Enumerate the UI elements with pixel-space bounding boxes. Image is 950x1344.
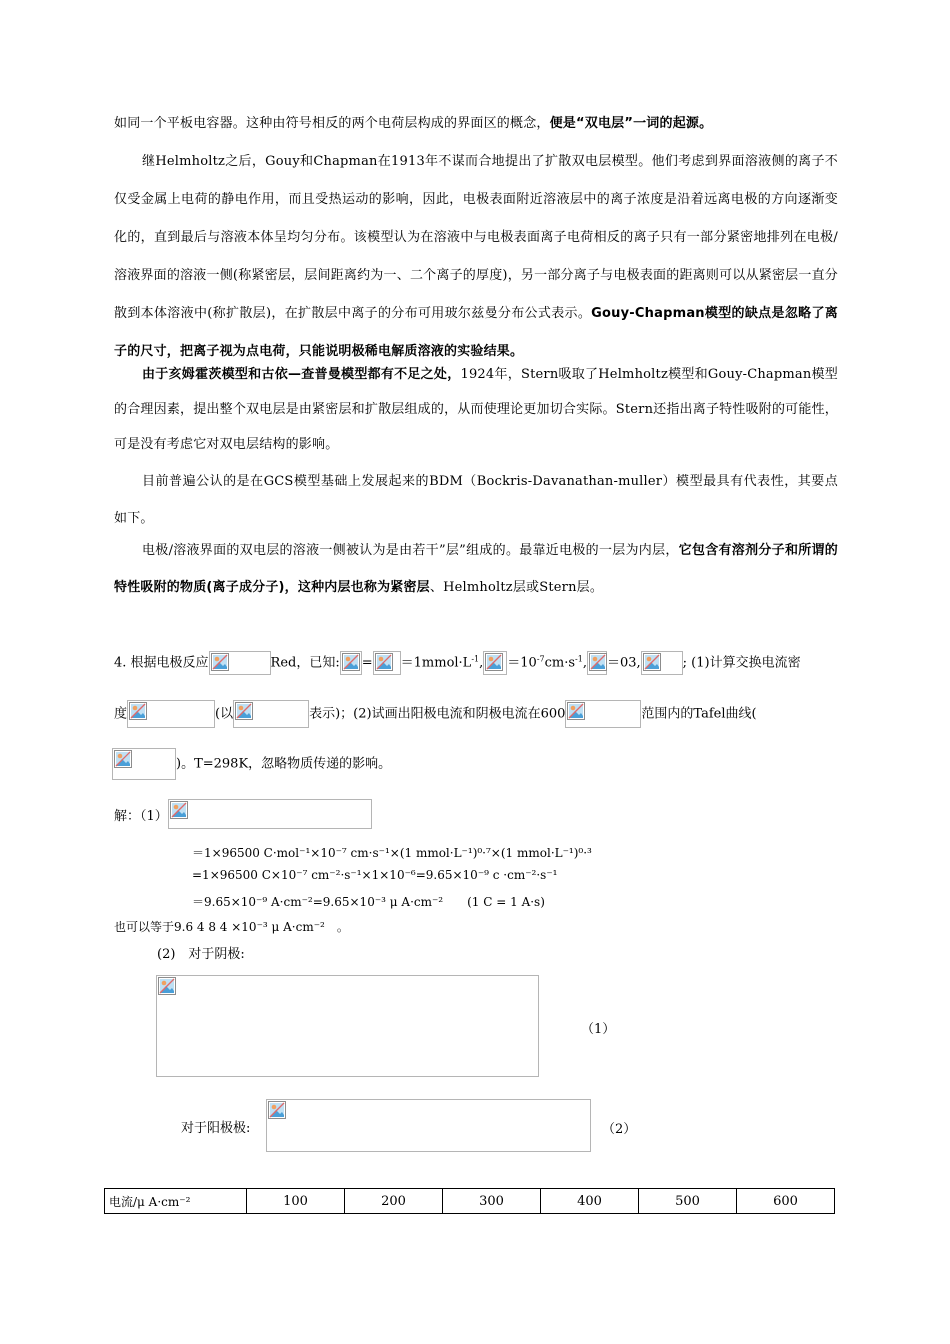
equation-image [168, 799, 372, 829]
equation-line-4: 也可以等于9.6 4 8 4 ×10⁻³ μ A·cm⁻² 。 [114, 920, 349, 934]
q4-superscript: -1 [471, 654, 480, 664]
broken-image-icon [375, 653, 393, 671]
paragraph-bdm [114, 463, 838, 537]
broken-image-icon [129, 702, 147, 720]
q4-text-6: ＝10 [507, 655, 537, 671]
q4-text-4: ＝1mmol·L [400, 655, 472, 671]
broken-image-icon [342, 653, 360, 671]
equation-image [233, 700, 309, 728]
equation-number-2: （2） [602, 1122, 637, 1137]
q4-text-7: cm·s [544, 655, 576, 671]
broken-image-icon [114, 750, 132, 768]
broken-image-icon [211, 653, 229, 671]
p4-text: 目前普遍公认的是在GCS模型基础上发展起来的BDM（Bockris-Davanathan-muller）模型最具有代表性，其要点如下。 [114, 474, 838, 526]
broken-image-icon [485, 653, 503, 671]
equation-image [373, 651, 401, 675]
table-cell: 500 [639, 1189, 737, 1214]
q4-text-10: ; (1)计算交换电流密 [682, 655, 801, 671]
equation-image [127, 700, 215, 728]
q4-text-1: 4. 根据电极反应 [114, 655, 209, 671]
equation-line-2: =1×96500 C×10⁻⁷ cm⁻²·s⁻¹×1×10⁻⁶=9.65×10⁻⁹ c ·cm⁻²·s⁻¹ [192, 868, 558, 882]
p5-text: 电极/溶液界面的双电层的溶液一侧被认为是由若干”层”组成的。最靠近电极的一层为内层， [142, 543, 679, 558]
table-cell: 400 [541, 1189, 639, 1214]
table-cell: 200 [345, 1189, 443, 1214]
equation-image [641, 651, 683, 675]
equation-image [340, 651, 362, 675]
q4-line2-text-3: 表示)；(2)试画出阳极电流和阴极电流在600 [309, 706, 566, 722]
cathode-equation-image [156, 975, 539, 1077]
current-table [104, 1188, 835, 1214]
p3-bold-text: 由于亥姆霍茨模型和古依—查普曼模型都有不足之处， [142, 367, 461, 382]
paragraph-gouy-chapman [114, 143, 838, 371]
q4-line2-text-2: (以 [215, 706, 234, 722]
anode-label: 对于阳极极: [181, 1121, 251, 1136]
p1-bold-text: 便是“双电层”一词的起源。 [549, 116, 713, 131]
anode-equation-image [266, 1099, 591, 1152]
equation-image [565, 700, 641, 728]
q4-text-2: Red，已知: [270, 655, 340, 671]
table-header-cell: 电流/μ A·cm⁻² [105, 1189, 247, 1214]
question-4-line-1 [114, 651, 801, 675]
broken-image-icon [643, 653, 661, 671]
broken-image-icon [589, 653, 607, 671]
q4-line2-text-4: 范围内的Tafel曲线( [641, 706, 757, 722]
equation-image [209, 651, 271, 675]
p5-bold-text: 它包含有溶剂分子和所谓的特性吸附的物质(离子成分子)，这种内层也称为紧密层 [114, 543, 838, 595]
table-cell: 300 [443, 1189, 541, 1214]
broken-image-icon [567, 702, 585, 720]
paragraph-stern [114, 357, 838, 462]
q4-text-5: , [479, 655, 484, 671]
broken-image-icon [158, 977, 176, 995]
q4-text-8: , [582, 655, 587, 671]
q4-line2-text-1: 度 [114, 706, 128, 722]
broken-image-icon [170, 801, 188, 819]
p5-tail-text: 、Helmholtz层或Stern层。 [429, 580, 604, 595]
equation-number-1: （1） [581, 1022, 616, 1037]
question-4-line-2 [114, 700, 757, 728]
table-cell: 600 [737, 1189, 835, 1214]
q4-text-9: ＝03, [606, 655, 641, 671]
equation-line-1: ＝1×96500 C·mol⁻¹×10⁻⁷ cm·s⁻¹×(1 mmol·L⁻¹)⁰·⁷×(1 mmol·L⁻¹)⁰·³ [192, 846, 592, 860]
equation-image [587, 651, 607, 675]
paragraph-helmholtz-end [114, 105, 838, 143]
equation-line-3: ＝9.65×10⁻⁹ A·cm⁻²=9.65×10⁻³ μ A·cm⁻² (1 C = 1 A·s) [192, 895, 545, 909]
p2-bold-text: Gouy-Chapman模型的缺点是忽略了离子的尺寸，把离子视为点电荷，只能说明极稀电解质溶液的实验结果。 [114, 306, 838, 359]
p2-text: 继Helmholtz之后，Gouy和Chapman在1913年不谋而合地提出了扩散双电层模型。他们考虑到界面溶液侧的离子不仅受金属上电荷的静电作用，而且受热运动的影响，因此，电极表面附近溶液层中的离子浓度是沿着远离电极的方向逐渐变化的，直到最后与溶液本体呈均匀分布。该模型认为在溶液中与电极表面离子电荷相反的离子只有一部分紧密地排列在电极/溶液界面的溶液一侧(称紧密层，层间距离约为一、二个离子的厚度)，另一部分离子与电极表面的距离则可以从紧密层一直分散到本体溶液中(称扩散层)，在扩散层中离子的分布可用玻尔兹曼分布公式表示。 [114, 154, 838, 321]
p1-text: 如同一个平板电容器。这种由符号相反的两个电荷层构成的界面区的概念， [114, 116, 550, 131]
broken-image-icon [235, 702, 253, 720]
broken-image-icon [268, 1101, 286, 1119]
equation-image [112, 748, 176, 780]
q4-line3-text: )。T=298K，忽略物质传递的影响。 [176, 756, 392, 772]
question-4-line-3 [112, 748, 391, 780]
solution-line [114, 799, 372, 829]
p3-text: 1924年，Stern吸取了Helmholtz模型和Gouy-Chapman模型的合理因素，提出整个双电层是由紧密层和扩散层组成的，从而使理论更加切合实际。Stern还指出离子特性吸附的可能性，可是没有考虑它对双电层结构的影响。 [114, 367, 838, 452]
q4-text-3: = [361, 655, 373, 671]
solution-label: 解：（1） [114, 809, 168, 824]
part-2-cathode-label: (2) 对于阴极: [157, 947, 245, 962]
table-cell: 100 [247, 1189, 345, 1214]
paragraph-inner-layer [114, 532, 838, 606]
equation-image [483, 651, 507, 675]
q4-superscript: -1 [575, 654, 583, 664]
table-row [105, 1189, 835, 1214]
q4-superscript: -7 [536, 654, 545, 664]
